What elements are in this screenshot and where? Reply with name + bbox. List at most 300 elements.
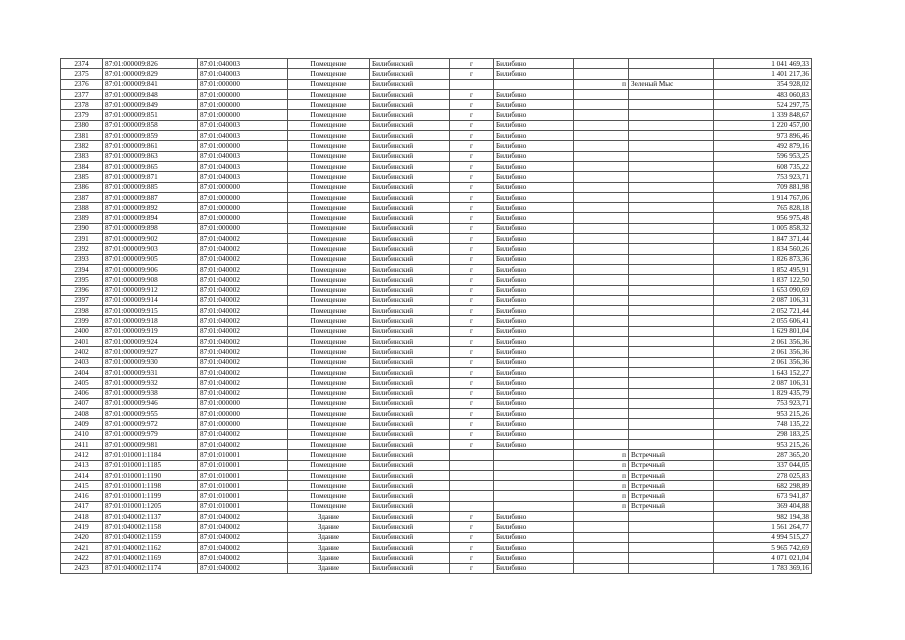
locality-type-cell bbox=[574, 553, 629, 563]
cadastral-number-cell: 87:01:000009:885 bbox=[103, 182, 198, 192]
district-cell: Билибинский bbox=[370, 79, 450, 89]
locality-type-cell bbox=[574, 285, 629, 295]
table-row bbox=[61, 295, 812, 305]
cadastral-value-cell: 1 339 848,67 bbox=[714, 110, 812, 120]
object-type-cell: Помещение bbox=[288, 131, 370, 141]
cadastral-value-cell: 354 928,02 bbox=[714, 79, 812, 89]
row-number-cell: 2391 bbox=[61, 234, 103, 244]
cadastral-value-cell: 369 404,88 bbox=[714, 501, 812, 511]
row-number-cell: 2384 bbox=[61, 161, 103, 171]
row-number-cell: 2397 bbox=[61, 295, 103, 305]
locality-name-cell bbox=[629, 151, 714, 161]
row-number-cell: 2400 bbox=[61, 326, 103, 336]
cadastral-block-cell: 87:01:040002 bbox=[198, 254, 288, 264]
settlement-type-cell bbox=[450, 501, 494, 511]
cadastral-value-cell: 1 847 371,44 bbox=[714, 234, 812, 244]
table-row bbox=[61, 357, 812, 367]
district-cell: Билибинский bbox=[370, 161, 450, 171]
object-type-cell: Помещение bbox=[288, 295, 370, 305]
locality-name-cell bbox=[629, 59, 714, 69]
settlement-type-cell: г bbox=[450, 172, 494, 182]
object-type-cell: Здание bbox=[288, 542, 370, 552]
district-cell: Билибинский bbox=[370, 141, 450, 151]
settlement-name-cell: Билибино bbox=[494, 89, 574, 99]
cadastral-value-cell: 608 735,22 bbox=[714, 161, 812, 171]
cadastral-value-cell: 973 896,46 bbox=[714, 131, 812, 141]
cadastral-number-cell: 87:01:040002:1158 bbox=[103, 522, 198, 532]
locality-name-cell bbox=[629, 347, 714, 357]
table-row bbox=[61, 151, 812, 161]
object-type-cell: Помещение bbox=[288, 172, 370, 182]
locality-type-cell bbox=[574, 316, 629, 326]
cadastral-value-cell: 1 829 435,79 bbox=[714, 388, 812, 398]
row-number-cell: 2405 bbox=[61, 378, 103, 388]
row-number-cell: 2377 bbox=[61, 89, 103, 99]
locality-type-cell bbox=[574, 512, 629, 522]
object-type-cell: Помещение bbox=[288, 275, 370, 285]
locality-name-cell bbox=[629, 182, 714, 192]
object-type-cell: Здание bbox=[288, 532, 370, 542]
locality-type-cell: п bbox=[574, 450, 629, 460]
settlement-name-cell: Билибино bbox=[494, 522, 574, 532]
district-cell: Билибинский bbox=[370, 419, 450, 429]
cadastral-block-cell: 87:01:040002 bbox=[198, 429, 288, 439]
locality-name-cell bbox=[629, 275, 714, 285]
cadastral-value-cell: 2 052 721,44 bbox=[714, 306, 812, 316]
table-row bbox=[61, 182, 812, 192]
cadastral-block-cell: 87:01:040002 bbox=[198, 532, 288, 542]
cadastral-block-cell: 87:01:040003 bbox=[198, 161, 288, 171]
object-type-cell: Помещение bbox=[288, 439, 370, 449]
object-type-cell: Помещение bbox=[288, 409, 370, 419]
settlement-type-cell: г bbox=[450, 203, 494, 213]
settlement-name-cell: Билибино bbox=[494, 357, 574, 367]
cadastral-number-cell: 87:01:000009:861 bbox=[103, 141, 198, 151]
district-cell: Билибинский bbox=[370, 450, 450, 460]
locality-type-cell bbox=[574, 347, 629, 357]
district-cell: Билибинский bbox=[370, 110, 450, 120]
settlement-name-cell: Билибино bbox=[494, 264, 574, 274]
cadastral-number-cell: 87:01:000009:863 bbox=[103, 151, 198, 161]
settlement-type-cell: г bbox=[450, 419, 494, 429]
settlement-type-cell bbox=[450, 79, 494, 89]
table-row bbox=[61, 563, 812, 573]
settlement-name-cell: Билибино bbox=[494, 419, 574, 429]
object-type-cell: Здание bbox=[288, 512, 370, 522]
district-cell: Билибинский bbox=[370, 347, 450, 357]
row-number-cell: 2381 bbox=[61, 131, 103, 141]
cadastral-value-cell: 953 215,26 bbox=[714, 439, 812, 449]
cadastral-block-cell: 87:01:040002 bbox=[198, 264, 288, 274]
locality-name-cell bbox=[629, 512, 714, 522]
row-number-cell: 2383 bbox=[61, 151, 103, 161]
settlement-type-cell: г bbox=[450, 512, 494, 522]
settlement-name-cell bbox=[494, 79, 574, 89]
object-type-cell: Помещение bbox=[288, 470, 370, 480]
locality-type-cell bbox=[574, 100, 629, 110]
locality-type-cell bbox=[574, 419, 629, 429]
cadastral-block-cell: 87:01:040002 bbox=[198, 244, 288, 254]
cadastral-value-cell: 1 914 767,06 bbox=[714, 192, 812, 202]
table-row bbox=[61, 326, 812, 336]
settlement-name-cell: Билибино bbox=[494, 388, 574, 398]
settlement-type-cell: г bbox=[450, 326, 494, 336]
settlement-type-cell bbox=[450, 491, 494, 501]
cadastral-number-cell: 87:01:000009:919 bbox=[103, 326, 198, 336]
cadastral-number-cell: 87:01:000009:930 bbox=[103, 357, 198, 367]
table-row bbox=[61, 337, 812, 347]
settlement-name-cell bbox=[494, 470, 574, 480]
district-cell: Билибинский bbox=[370, 460, 450, 470]
row-number-cell: 2404 bbox=[61, 367, 103, 377]
settlement-type-cell: г bbox=[450, 161, 494, 171]
locality-name-cell bbox=[629, 367, 714, 377]
settlement-name-cell: Билибино bbox=[494, 182, 574, 192]
object-type-cell: Помещение bbox=[288, 388, 370, 398]
district-cell: Билибинский bbox=[370, 234, 450, 244]
settlement-type-cell: г bbox=[450, 89, 494, 99]
locality-name-cell bbox=[629, 337, 714, 347]
object-type-cell: Помещение bbox=[288, 213, 370, 223]
cadastral-block-cell: 87:01:010001 bbox=[198, 501, 288, 511]
settlement-name-cell: Билибино bbox=[494, 429, 574, 439]
locality-type-cell bbox=[574, 182, 629, 192]
cadastral-value-cell: 1 629 801,04 bbox=[714, 326, 812, 336]
locality-name-cell bbox=[629, 439, 714, 449]
cadastral-block-cell: 87:01:040002 bbox=[198, 522, 288, 532]
cadastral-number-cell: 87:01:000009:858 bbox=[103, 120, 198, 130]
district-cell: Билибинский bbox=[370, 254, 450, 264]
object-type-cell: Помещение bbox=[288, 450, 370, 460]
locality-type-cell bbox=[574, 542, 629, 552]
settlement-name-cell: Билибино bbox=[494, 110, 574, 120]
locality-type-cell bbox=[574, 264, 629, 274]
district-cell: Билибинский bbox=[370, 553, 450, 563]
row-number-cell: 2418 bbox=[61, 512, 103, 522]
district-cell: Билибинский bbox=[370, 69, 450, 79]
row-number-cell: 2415 bbox=[61, 481, 103, 491]
settlement-name-cell: Билибино bbox=[494, 131, 574, 141]
row-number-cell: 2388 bbox=[61, 203, 103, 213]
cadastral-value-table bbox=[60, 58, 812, 574]
settlement-name-cell: Билибино bbox=[494, 542, 574, 552]
object-type-cell: Помещение bbox=[288, 79, 370, 89]
cadastral-block-cell: 87:01:000000 bbox=[198, 223, 288, 233]
settlement-name-cell: Билибино bbox=[494, 69, 574, 79]
locality-type-cell bbox=[574, 388, 629, 398]
district-cell: Билибинский bbox=[370, 398, 450, 408]
row-number-cell: 2374 bbox=[61, 59, 103, 69]
cadastral-number-cell: 87:01:010001:1190 bbox=[103, 470, 198, 480]
cadastral-value-cell: 2 087 106,31 bbox=[714, 295, 812, 305]
settlement-name-cell: Билибино bbox=[494, 100, 574, 110]
cadastral-number-cell: 87:01:000009:859 bbox=[103, 131, 198, 141]
settlement-name-cell: Билибино bbox=[494, 213, 574, 223]
locality-name-cell bbox=[629, 69, 714, 79]
locality-name-cell bbox=[629, 522, 714, 532]
table-row bbox=[61, 100, 812, 110]
table-row bbox=[61, 203, 812, 213]
row-number-cell: 2387 bbox=[61, 192, 103, 202]
settlement-type-cell: г bbox=[450, 131, 494, 141]
cadastral-value-cell: 1 653 090,69 bbox=[714, 285, 812, 295]
row-number-cell: 2389 bbox=[61, 213, 103, 223]
settlement-name-cell: Билибино bbox=[494, 563, 574, 573]
cadastral-number-cell: 87:01:000009:892 bbox=[103, 203, 198, 213]
district-cell: Билибинский bbox=[370, 285, 450, 295]
object-type-cell: Помещение bbox=[288, 337, 370, 347]
locality-type-cell bbox=[574, 378, 629, 388]
settlement-type-cell: г bbox=[450, 439, 494, 449]
settlement-type-cell: г bbox=[450, 388, 494, 398]
locality-name-cell bbox=[629, 398, 714, 408]
row-number-cell: 2402 bbox=[61, 347, 103, 357]
locality-type-cell bbox=[574, 357, 629, 367]
settlement-type-cell: г bbox=[450, 151, 494, 161]
table-row bbox=[61, 419, 812, 429]
settlement-name-cell: Билибино bbox=[494, 532, 574, 542]
locality-name-cell bbox=[629, 192, 714, 202]
cadastral-value-cell: 2 061 356,36 bbox=[714, 347, 812, 357]
object-type-cell: Помещение bbox=[288, 244, 370, 254]
cadastral-number-cell: 87:01:000009:905 bbox=[103, 254, 198, 264]
locality-type-cell bbox=[574, 213, 629, 223]
cadastral-value-cell: 1 852 495,91 bbox=[714, 264, 812, 274]
cadastral-block-cell: 87:01:040003 bbox=[198, 120, 288, 130]
cadastral-number-cell: 87:01:000009:981 bbox=[103, 439, 198, 449]
settlement-type-cell bbox=[450, 450, 494, 460]
district-cell: Билибинский bbox=[370, 409, 450, 419]
settlement-type-cell: г bbox=[450, 553, 494, 563]
cadastral-value-cell: 492 879,16 bbox=[714, 141, 812, 151]
district-cell: Билибинский bbox=[370, 563, 450, 573]
locality-name-cell bbox=[629, 264, 714, 274]
cadastral-block-cell: 87:01:040002 bbox=[198, 378, 288, 388]
cadastral-block-cell: 87:01:040002 bbox=[198, 326, 288, 336]
cadastral-block-cell: 87:01:040002 bbox=[198, 295, 288, 305]
cadastral-number-cell: 87:01:000009:915 bbox=[103, 306, 198, 316]
locality-name-cell: Встречный bbox=[629, 491, 714, 501]
table-row bbox=[61, 388, 812, 398]
row-number-cell: 2407 bbox=[61, 398, 103, 408]
settlement-type-cell: г bbox=[450, 141, 494, 151]
settlement-name-cell: Билибино bbox=[494, 244, 574, 254]
row-number-cell: 2392 bbox=[61, 244, 103, 254]
row-number-cell: 2398 bbox=[61, 306, 103, 316]
cadastral-number-cell: 87:01:040002:1159 bbox=[103, 532, 198, 542]
cadastral-number-cell: 87:01:010001:1185 bbox=[103, 460, 198, 470]
object-type-cell: Помещение bbox=[288, 419, 370, 429]
locality-name-cell: Встречный bbox=[629, 501, 714, 511]
table-row bbox=[61, 347, 812, 357]
cadastral-number-cell: 87:01:000009:894 bbox=[103, 213, 198, 223]
settlement-type-cell bbox=[450, 460, 494, 470]
settlement-type-cell: г bbox=[450, 429, 494, 439]
cadastral-value-cell: 337 044,05 bbox=[714, 460, 812, 470]
settlement-type-cell: г bbox=[450, 316, 494, 326]
cadastral-number-cell: 87:01:040002:1169 bbox=[103, 553, 198, 563]
district-cell: Билибинский bbox=[370, 264, 450, 274]
settlement-type-cell: г bbox=[450, 542, 494, 552]
locality-type-cell bbox=[574, 89, 629, 99]
cadastral-value-cell: 753 923,71 bbox=[714, 172, 812, 182]
locality-type-cell bbox=[574, 131, 629, 141]
locality-type-cell bbox=[574, 275, 629, 285]
object-type-cell: Помещение bbox=[288, 347, 370, 357]
locality-name-cell: Встречный bbox=[629, 470, 714, 480]
settlement-name-cell: Билибино bbox=[494, 275, 574, 285]
cadastral-value-cell: 596 953,25 bbox=[714, 151, 812, 161]
table-row bbox=[61, 244, 812, 254]
locality-type-cell bbox=[574, 429, 629, 439]
object-type-cell: Помещение bbox=[288, 161, 370, 171]
cadastral-value-cell: 1 005 858,32 bbox=[714, 223, 812, 233]
district-cell: Билибинский bbox=[370, 275, 450, 285]
settlement-type-cell: г bbox=[450, 285, 494, 295]
cadastral-value-cell: 1 826 873,36 bbox=[714, 254, 812, 264]
district-cell: Билибинский bbox=[370, 295, 450, 305]
cadastral-number-cell: 87:01:000009:908 bbox=[103, 275, 198, 285]
row-number-cell: 2423 bbox=[61, 563, 103, 573]
settlement-name-cell: Билибино bbox=[494, 141, 574, 151]
cadastral-number-cell: 87:01:000009:932 bbox=[103, 378, 198, 388]
settlement-name-cell: Билибино bbox=[494, 295, 574, 305]
locality-type-cell bbox=[574, 223, 629, 233]
object-type-cell: Здание bbox=[288, 522, 370, 532]
locality-type-cell bbox=[574, 141, 629, 151]
cadastral-number-cell: 87:01:000009:898 bbox=[103, 223, 198, 233]
settlement-name-cell: Билибино bbox=[494, 326, 574, 336]
locality-type-cell bbox=[574, 203, 629, 213]
cadastral-value-cell: 1 561 264,77 bbox=[714, 522, 812, 532]
cadastral-number-cell: 87:01:000009:918 bbox=[103, 316, 198, 326]
row-number-cell: 2416 bbox=[61, 491, 103, 501]
object-type-cell: Помещение bbox=[288, 223, 370, 233]
row-number-cell: 2385 bbox=[61, 172, 103, 182]
locality-type-cell bbox=[574, 306, 629, 316]
cadastral-block-cell: 87:01:000000 bbox=[198, 203, 288, 213]
object-type-cell: Помещение bbox=[288, 367, 370, 377]
row-number-cell: 2403 bbox=[61, 357, 103, 367]
cadastral-block-cell: 87:01:040002 bbox=[198, 563, 288, 573]
locality-type-cell: п bbox=[574, 481, 629, 491]
settlement-name-cell bbox=[494, 460, 574, 470]
district-cell: Билибинский bbox=[370, 89, 450, 99]
locality-name-cell bbox=[629, 285, 714, 295]
row-number-cell: 2410 bbox=[61, 429, 103, 439]
cadastral-number-cell: 87:01:010001:1205 bbox=[103, 501, 198, 511]
cadastral-block-cell: 87:01:000000 bbox=[198, 100, 288, 110]
cadastral-block-cell: 87:01:010001 bbox=[198, 470, 288, 480]
district-cell: Билибинский bbox=[370, 532, 450, 542]
cadastral-block-cell: 87:01:000000 bbox=[198, 192, 288, 202]
settlement-type-cell: г bbox=[450, 306, 494, 316]
district-cell: Билибинский bbox=[370, 367, 450, 377]
settlement-type-cell: г bbox=[450, 244, 494, 254]
cadastral-value-cell: 1 041 469,33 bbox=[714, 59, 812, 69]
cadastral-value-cell: 1 401 217,36 bbox=[714, 69, 812, 79]
settlement-type-cell: г bbox=[450, 398, 494, 408]
settlement-name-cell: Билибино bbox=[494, 439, 574, 449]
object-type-cell: Помещение bbox=[288, 192, 370, 202]
locality-type-cell bbox=[574, 398, 629, 408]
settlement-name-cell: Билибино bbox=[494, 398, 574, 408]
table-row bbox=[61, 553, 812, 563]
table-row bbox=[61, 398, 812, 408]
locality-type-cell bbox=[574, 151, 629, 161]
settlement-name-cell: Билибино bbox=[494, 234, 574, 244]
object-type-cell: Помещение bbox=[288, 501, 370, 511]
cadastral-block-cell: 87:01:040002 bbox=[198, 306, 288, 316]
district-cell: Билибинский bbox=[370, 429, 450, 439]
locality-name-cell bbox=[629, 223, 714, 233]
table-row bbox=[61, 254, 812, 264]
district-cell: Билибинский bbox=[370, 439, 450, 449]
object-type-cell: Помещение bbox=[288, 460, 370, 470]
table-row bbox=[61, 491, 812, 501]
locality-name-cell bbox=[629, 306, 714, 316]
district-cell: Билибинский bbox=[370, 306, 450, 316]
row-number-cell: 2401 bbox=[61, 337, 103, 347]
locality-name-cell: Зеленый Мыс bbox=[629, 79, 714, 89]
district-cell: Билибинский bbox=[370, 378, 450, 388]
cadastral-block-cell: 87:01:040002 bbox=[198, 553, 288, 563]
settlement-name-cell bbox=[494, 481, 574, 491]
cadastral-value-cell: 4 994 515,27 bbox=[714, 532, 812, 542]
locality-type-cell: п bbox=[574, 460, 629, 470]
cadastral-value-cell: 287 365,20 bbox=[714, 450, 812, 460]
locality-name-cell bbox=[629, 203, 714, 213]
object-type-cell: Помещение bbox=[288, 429, 370, 439]
settlement-type-cell bbox=[450, 481, 494, 491]
settlement-name-cell: Билибино bbox=[494, 337, 574, 347]
cadastral-value-cell: 483 060,83 bbox=[714, 89, 812, 99]
locality-type-cell bbox=[574, 326, 629, 336]
district-cell: Билибинский bbox=[370, 357, 450, 367]
district-cell: Билибинский bbox=[370, 213, 450, 223]
table-row bbox=[61, 450, 812, 460]
settlement-name-cell: Билибино bbox=[494, 223, 574, 233]
cadastral-block-cell: 87:01:010001 bbox=[198, 491, 288, 501]
locality-name-cell bbox=[629, 254, 714, 264]
district-cell: Билибинский bbox=[370, 59, 450, 69]
cadastral-value-cell: 753 923,71 bbox=[714, 398, 812, 408]
locality-name-cell bbox=[629, 120, 714, 130]
cadastral-number-cell: 87:01:000009:887 bbox=[103, 192, 198, 202]
cadastral-block-cell: 87:01:040003 bbox=[198, 131, 288, 141]
locality-name-cell bbox=[629, 244, 714, 254]
object-type-cell: Помещение bbox=[288, 151, 370, 161]
object-type-cell: Помещение bbox=[288, 100, 370, 110]
table-row bbox=[61, 79, 812, 89]
row-number-cell: 2414 bbox=[61, 470, 103, 480]
table-row bbox=[61, 141, 812, 151]
settlement-name-cell bbox=[494, 501, 574, 511]
cadastral-block-cell: 87:01:040002 bbox=[198, 347, 288, 357]
locality-type-cell bbox=[574, 234, 629, 244]
district-cell: Билибинский bbox=[370, 203, 450, 213]
cadastral-block-cell: 87:01:010001 bbox=[198, 450, 288, 460]
row-number-cell: 2422 bbox=[61, 553, 103, 563]
cadastral-value-cell: 2 055 606,41 bbox=[714, 316, 812, 326]
object-type-cell: Помещение bbox=[288, 378, 370, 388]
cadastral-block-cell: 87:01:040003 bbox=[198, 69, 288, 79]
row-number-cell: 2386 bbox=[61, 182, 103, 192]
settlement-name-cell bbox=[494, 450, 574, 460]
row-number-cell: 2376 bbox=[61, 79, 103, 89]
object-type-cell: Помещение bbox=[288, 59, 370, 69]
table-row bbox=[61, 285, 812, 295]
